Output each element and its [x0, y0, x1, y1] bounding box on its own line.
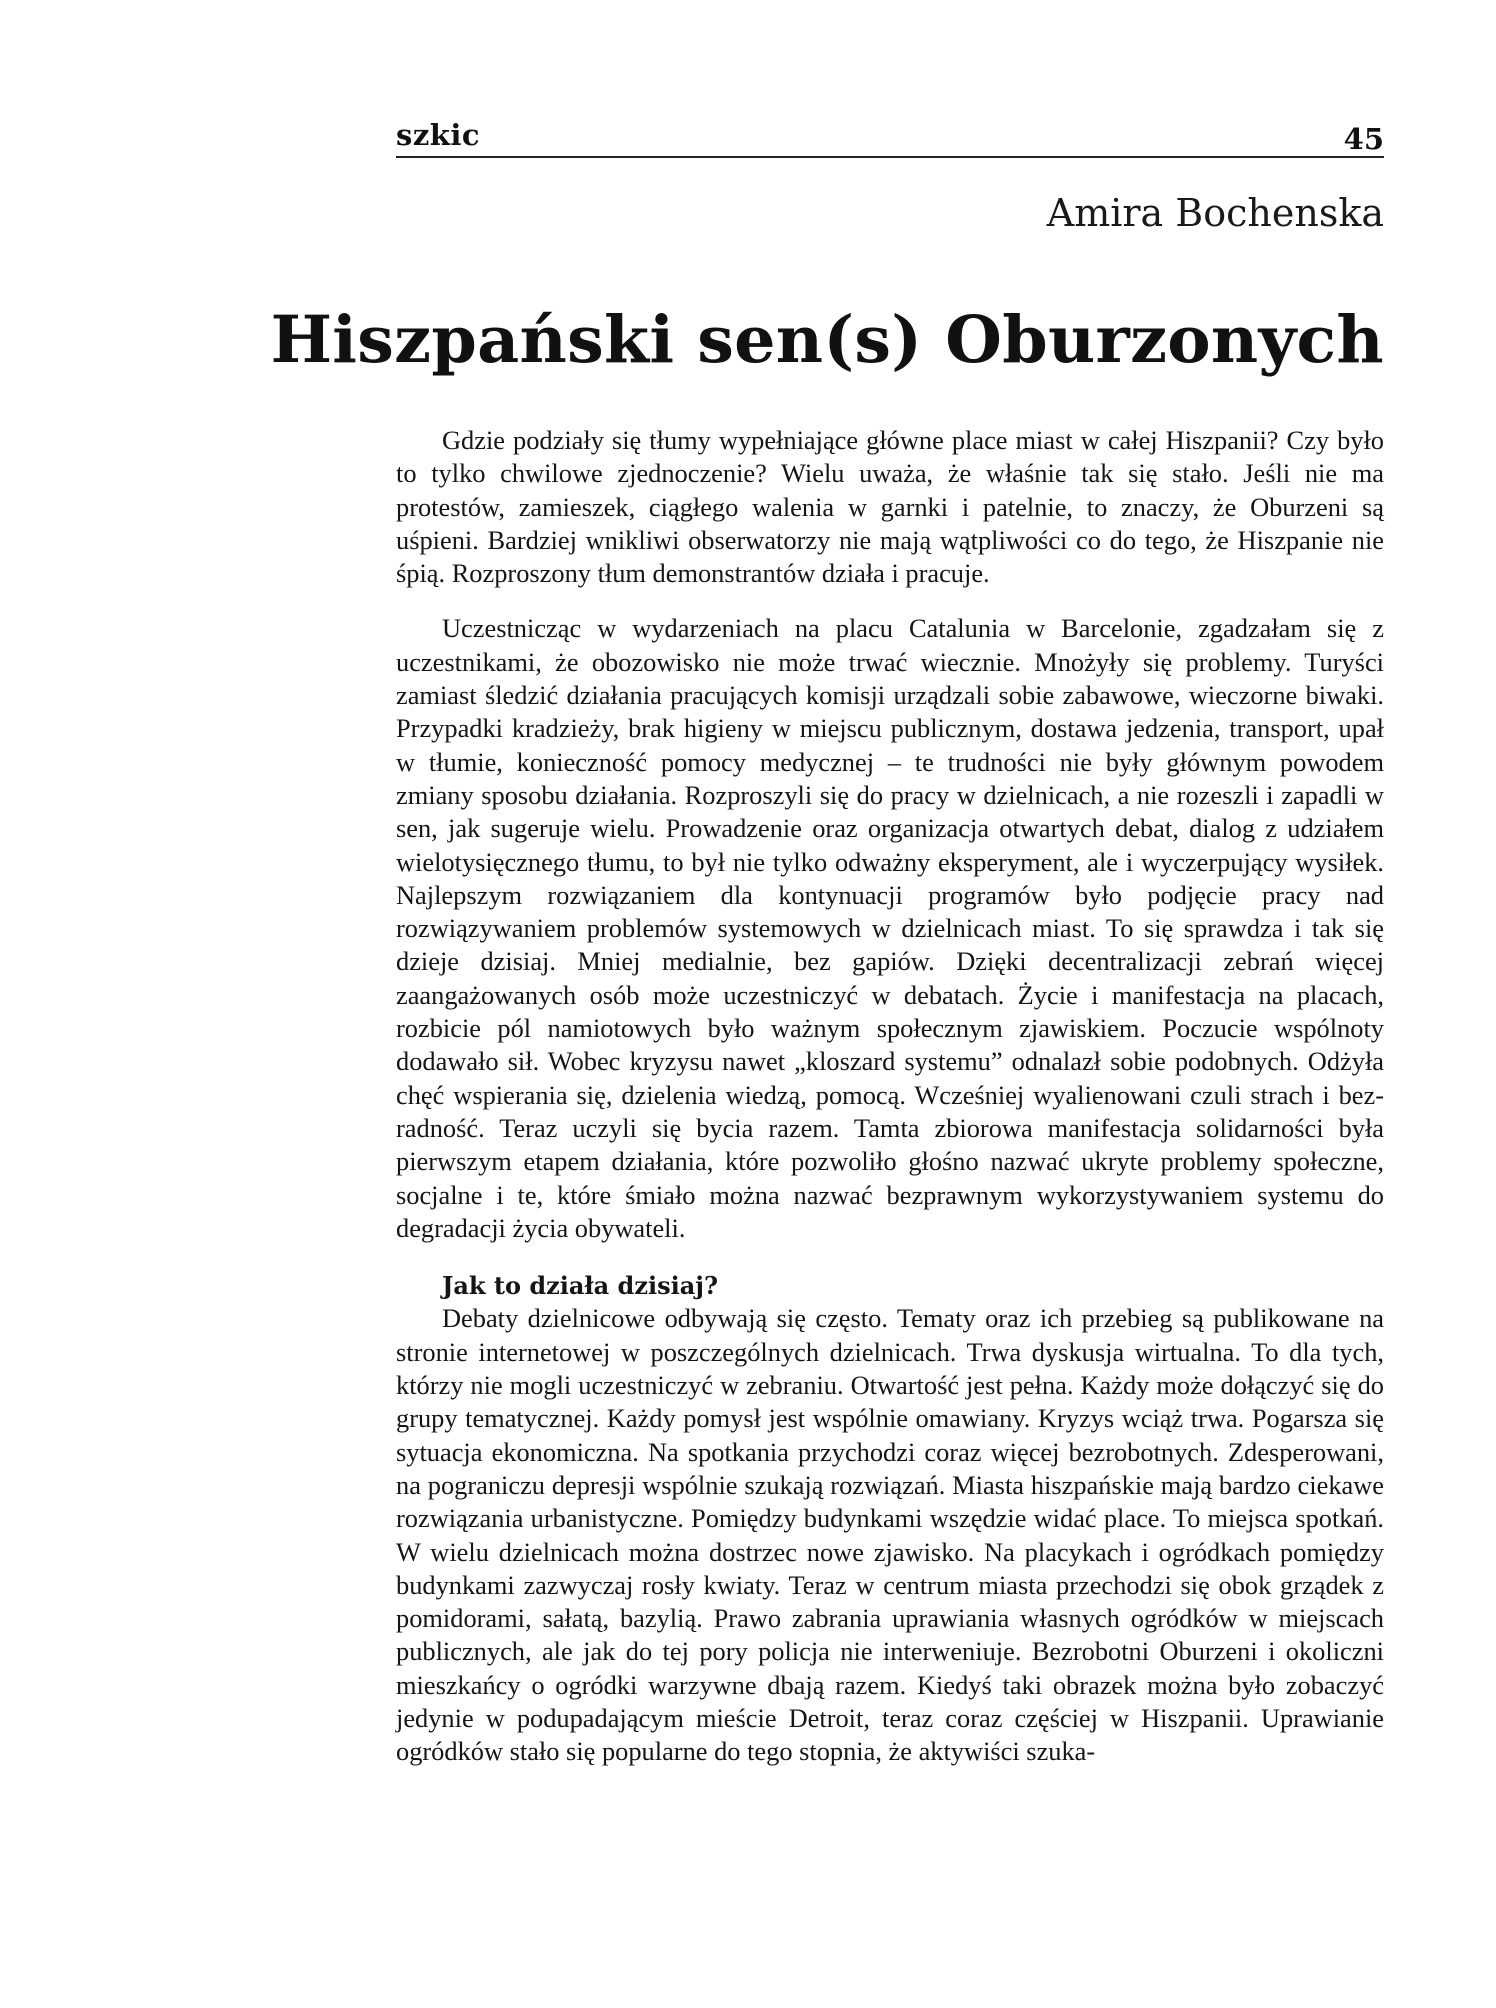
article-body [396, 424, 1384, 1769]
paragraph: Debaty dzielnicowe odbywają się często. Tematy oraz ich przebieg są publikowane na stronie internetowej w poszczególnych dzielnicach. Trwa dyskusja wirtualna. To dla tych, którzy nie mogli uczestniczyć w zebraniu. Otwartość jest pełna. Każdy może dołączyć się do grupy tematycznej. Każdy pomysł jest wspólnie omawiany. Kryzys wciąż trwa. Pogarsza się sytuacja ekonomiczna. Na spotkania przychodzi coraz więcej bezrobotnych. Zdesperowani, na pograniczu depresji wspólnie szukają rozwiązań. Miasta hiszpańskie mają bardzo ciekawe rozwiązania urbanistyczne. Pomiędzy budynkami wszędzie widać place. To miejsca spotkań. W wielu dzielnicach można dostrzec nowe zjawisko. Na placykach i ogródkach pomiędzy budynkami zazwyczaj rosły kwiaty. Teraz w centrum miasta przechodzi się obok grządek z pomidorami, sałatą, bazylią. Prawo zabrania uprawiania własnych ogródków w miejscach publicznych, ale jak do tej pory policja nie interweniuje. Bezrobotni Oburzeni i okoliczni mieszkańcy o ogródki warzywne dbają razem. Kiedyś taki obrazek można było zobaczyć jedynie w podupadającym mieście Detroit, teraz coraz częściej w Hiszpanii. Uprawianie ogródków stało się popularne do tego stopnia, że aktywiści szuka- [396, 1303, 1384, 1767]
section-label: szkic [396, 118, 481, 152]
article-title: Hiszpański sen(s) Oburzonych [270, 302, 1384, 378]
paragraph: Uczestnicząc w wydarzeniach na placu Catalunia w Barcelonie, zgadzałam się z uczestnikami, że obozowisko nie może trwać wiecznie. Mnożyły się problemy. Turyści zamiast śledzić działania pracujących komisji urządzali sobie zabawowe, wieczorne biwaki. Przypadki kradzieży, brak higieny w miejscu publicznym, dostawa jedzenia, transport, upał w tłumie, konieczność pomocy medycznej – te trudności nie były głównym powodem zmiany sposobu działania. Rozproszyli się do pracy w dzielnicach, a nie rozeszli i zapadli w sen, jak sugeruje wielu. Prowadzenie oraz organizacja otwartych debat, dialog z udziałem wielotysięcznego tłumu, to był nie tylko odważny eksperyment, ale i wyczerpujący wysiłek. Najlepszym rozwiązaniem dla kontynuacji programów było podjęcie pracy nad rozwiązywaniem problemów systemowych w dzielnicach miast. To się sprawdza i tak się dzieje dzisiaj. Mniej medialnie, bez gapiów. Dzięki decentralizacji zebrań więcej zaangażowanych osób może uczestniczyć w debatach. Życie i manifestacja na placach, rozbicie pól namiotowych było ważnym społecznym zjawiskiem. Poczucie wspólnoty dodawało sił. Wobec kryzysu nawet „kloszard systemu” odnalazł sobie podobnych. Odżyła chęć wspierania się, dzielenia wiedzą, pomocą. Wcześniej wyalienowani czuli strach i bezradność. Teraz uczyli się bycia razem. Tamta zbiorowa manifestacja solidarności była pierwszym etapem działania, które pozwoliło głośno nazwać ukryte problemy społeczne, socjalne i te, które śmiało można nazwać bezprawnym wykorzystywaniem systemu do degradacji życia obywateli. [396, 613, 1384, 1243]
page-number: 45 [1343, 122, 1384, 156]
subheading: Jak to działa dzisiaj? [442, 1271, 719, 1301]
running-header [396, 112, 1384, 158]
author-name: Amira Bochenska [1046, 191, 1384, 235]
paragraph: Gdzie podziały się tłumy wypełniające główne place miast w całej Hiszpanii? Czy było to tylko chwilowe zjednoczenie? Wielu uważa, że właśnie tak się stało. Jeśli nie ma protestów, zamieszek, ciągłego walenia w garnki i patelnie, to znaczy, że Oburzeni są uśpieni. Bardziej wnikliwi obserwatorzy nie mają wątpliwości co do tego, że Hiszpanie nie śpią. Rozproszony tłum demonstrantów działa i pracuje. [396, 425, 1384, 589]
